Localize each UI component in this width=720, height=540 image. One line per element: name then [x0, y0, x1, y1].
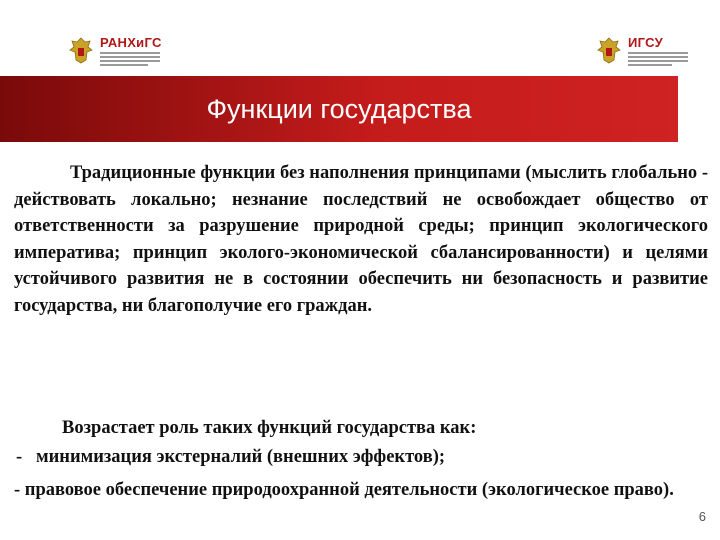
paragraph-traditional-functions: Традиционные функции без наполнения принципами (мыслить глобально - действовать локально; незнание последствий не освобождает общество от ответственности за разрушение природной среды; принцип экологического императива; принцип эколого-экономической сбалансированности) и целями устойчивого развития не в состоянии обеспечить ни безопасность и развитие государства, ни благополучие его граждан. [14, 163, 708, 316]
slide-title: Функции государства [206, 93, 472, 124]
igsu-logo [596, 36, 688, 68]
eagle-emblem-icon [596, 36, 622, 64]
list-item: - минимизация экстерналий (внешних эффектов); [16, 447, 446, 467]
paragraph-growing-role-title: Возрастает роль таких функций государства как: [62, 418, 477, 438]
page-number: 6 [698, 509, 706, 524]
title-banner [0, 76, 678, 142]
logo-left-subtitle-lines [100, 52, 162, 68]
logo-left-name: РАНХиГС [100, 35, 162, 50]
ranepa-logo [68, 36, 162, 68]
logo-right-name: ИГСУ [628, 35, 664, 50]
list-item: - правовое обеспечение природоохранной деятельности (экологическое право). [14, 480, 674, 500]
eagle-emblem-icon [68, 36, 94, 64]
logo-right-subtitle-lines [628, 52, 688, 68]
